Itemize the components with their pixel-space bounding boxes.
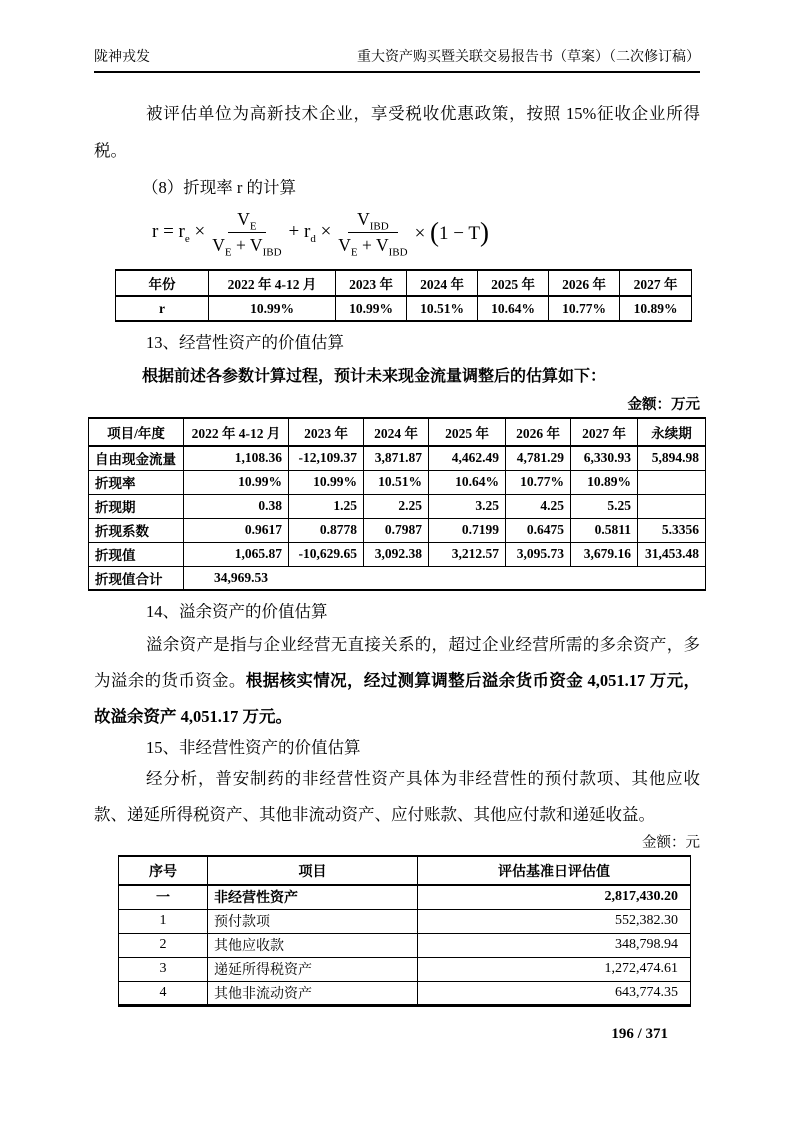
table-row xyxy=(89,470,706,494)
table-cell: 10.99% xyxy=(289,470,364,494)
table-header-row xyxy=(116,270,692,296)
table-cell: 折现值 xyxy=(89,542,184,566)
table-cell: 折现系数 xyxy=(89,518,184,542)
table-cell: 4,462.49 xyxy=(429,446,506,470)
table-row xyxy=(119,957,691,981)
table-cell: 0.9617 xyxy=(184,518,289,542)
table-cell: 5.25 xyxy=(571,494,638,518)
table-cell: 34,969.53 xyxy=(184,566,706,590)
table-cell: 10.77% xyxy=(506,470,571,494)
table-cell: 0.6475 xyxy=(506,518,571,542)
table-cell: 2.25 xyxy=(364,494,429,518)
table-row xyxy=(116,296,692,321)
header-left-text: 陇神戎发 xyxy=(94,50,150,65)
table-cell: 递延所得税资产 xyxy=(208,957,418,981)
table-cell: 3,212.57 xyxy=(429,542,506,566)
table-cell: -12,109.37 xyxy=(289,446,364,470)
table-cell: 643,774.35 xyxy=(418,981,691,1005)
page-number: 196 / 371 xyxy=(611,1026,668,1042)
surplus-text-bold: 根据核实情况，经过测算调整后溢余货币资金 4,051.17 万元，故溢余资产 4,051.17 万元。 xyxy=(94,671,701,726)
table-cell xyxy=(638,494,706,518)
table-header-row xyxy=(119,856,691,885)
table-cell: 折现值合计 xyxy=(89,566,184,590)
column-header: 2024 年 xyxy=(364,418,429,446)
table-cell: 预付款项 xyxy=(208,909,418,933)
header-right-text: 重大资产购买暨关联交易报告书（草案）（二次修订稿） xyxy=(357,50,700,65)
table-cell: -10,629.65 xyxy=(289,542,364,566)
column-header: 项目 xyxy=(208,856,418,885)
unit-label-wanyuan: 金额：万元 xyxy=(627,397,700,413)
table-cell: 折现率 xyxy=(89,470,184,494)
table-cell: 其他应收款 xyxy=(208,933,418,957)
column-header: 年份 xyxy=(116,270,209,296)
table-cell: 其他非流动资产 xyxy=(208,981,418,1005)
table-cell: 552,382.30 xyxy=(418,909,691,933)
table-row xyxy=(119,933,691,957)
table-row xyxy=(89,518,706,542)
table-cell: 折现期 xyxy=(89,494,184,518)
formula-mid: + $r_d$ × xyxy=(288,221,332,245)
table-cell: 2,817,430.20 xyxy=(418,885,691,909)
table-row xyxy=(89,446,706,470)
table-total-row xyxy=(89,566,706,590)
table-cell: 1,272,474.61 xyxy=(418,957,691,981)
table-cell: 3,679.16 xyxy=(571,542,638,566)
column-header: 2027 年 xyxy=(571,418,638,446)
table-cell xyxy=(638,470,706,494)
table-cell: 0.7199 xyxy=(429,518,506,542)
table-cell: 4.25 xyxy=(506,494,571,518)
formula-lhs: $r = r_e$ × xyxy=(152,221,206,245)
column-header: 2026 年 xyxy=(549,270,620,296)
table-cell: 10.99% xyxy=(336,296,407,321)
column-header: 评估基准日评估值 xyxy=(418,856,691,885)
table-cell: 1 xyxy=(119,909,208,933)
column-header: 2022 年 4-12 月 xyxy=(209,270,336,296)
table-cell: 10.64% xyxy=(429,470,506,494)
heading-section-13: 13、经营性资产的价值估算 xyxy=(146,333,344,352)
table-cell: 31,453.48 xyxy=(638,542,706,566)
table-cell: r xyxy=(116,296,209,321)
heading-section-15: 15、非经营性资产的价值估算 xyxy=(146,738,361,757)
table-cell: 10.51% xyxy=(364,470,429,494)
column-header: 2027 年 xyxy=(620,270,692,296)
paragraph-surplus-assets xyxy=(94,627,700,735)
table-cell: 3,871.87 xyxy=(364,446,429,470)
column-header: 项目/年度 xyxy=(89,418,184,446)
non-operating-assets-table xyxy=(118,855,691,1007)
table-cell: 一 xyxy=(119,885,208,909)
table-cell: 10.51% xyxy=(407,296,478,321)
page-header xyxy=(94,0,700,73)
discount-rate-table xyxy=(115,269,692,322)
table-cell: 1,108.36 xyxy=(184,446,289,470)
column-header: 永续期 xyxy=(638,418,706,446)
column-header: 序号 xyxy=(119,856,208,885)
table-cell: 1,065.87 xyxy=(184,542,289,566)
column-header: 2022 年 4-12 月 xyxy=(184,418,289,446)
dcf-estimation-table xyxy=(88,417,706,591)
table-cell: 4,781.29 xyxy=(506,446,571,470)
table-row xyxy=(89,494,706,518)
column-header: 2026 年 xyxy=(506,418,571,446)
column-header: 2024 年 xyxy=(407,270,478,296)
column-header: 2025 年 xyxy=(478,270,549,296)
table-cell: 2 xyxy=(119,933,208,957)
table-cell: 348,798.94 xyxy=(418,933,691,957)
table-cell: 10.99% xyxy=(209,296,336,321)
table-cell: 5,894.98 xyxy=(638,446,706,470)
table-cell: 10.89% xyxy=(620,296,692,321)
table-row xyxy=(119,885,691,909)
table-cell: 3,092.38 xyxy=(364,542,429,566)
table-cell: 0.5811 xyxy=(571,518,638,542)
table-cell: 3.25 xyxy=(429,494,506,518)
table-cell: 4 xyxy=(119,981,208,1005)
table-row xyxy=(119,909,691,933)
formula-fraction-debt: $\frac{V_{IBD}}{V_E + V_{IBD}}$ xyxy=(338,208,408,258)
table-cell: 10.64% xyxy=(478,296,549,321)
paragraph-non-operating-assets: 经分析，普安制药的非经营性资产具体为非经营性的预付款项、其他应收款、递延所得税资产、其他非流动资产、应付账款、其他应付款和递延收益。 xyxy=(94,769,700,824)
table-cell: 10.99% xyxy=(184,470,289,494)
table-row xyxy=(119,981,691,1005)
table-cell: 3,095.73 xyxy=(506,542,571,566)
heading-discount-rate-calc: （8）折现率 r 的计算 xyxy=(142,178,296,197)
table-header-row xyxy=(89,418,706,446)
heading-section-14: 14、溢余资产的价值估算 xyxy=(146,602,328,621)
table-cell: 自由现金流量 xyxy=(89,446,184,470)
table-cell: 3 xyxy=(119,957,208,981)
table-cell: 非经营性资产 xyxy=(208,885,418,909)
table-cell: 10.77% xyxy=(549,296,620,321)
table-cell: 0.38 xyxy=(184,494,289,518)
table-row xyxy=(89,542,706,566)
column-header: 2025 年 xyxy=(429,418,506,446)
discount-rate-formula xyxy=(150,205,700,259)
unit-label-yuan: 金额：元 xyxy=(642,835,700,851)
table-cell: 0.8778 xyxy=(289,518,364,542)
section-13-lead: 根据前述各参数计算过程，预计未来现金流量调整后的估算如下： xyxy=(142,368,607,385)
table-cell: 10.89% xyxy=(571,470,638,494)
surplus-text-normal: 溢余资产是指与企业经营无直接关系的，超过企业经营所需的多余资产，多为溢余的货币资金。 xyxy=(94,635,700,690)
table-cell: 1.25 xyxy=(289,494,364,518)
table-cell: 5.3356 xyxy=(638,518,706,542)
formula-fraction-equity: $\frac{V_E}{V_E + V_{IBD}}$ xyxy=(212,208,282,258)
column-header: 2023 年 xyxy=(336,270,407,296)
column-header: 2023 年 xyxy=(289,418,364,446)
table-cell: 6,330.93 xyxy=(571,446,638,470)
paragraph-tax-policy: 被评估单位为高新技术企业，享受税收优惠政策，按照 15%征收企业所得税。 xyxy=(94,104,700,160)
formula-tax-term: × (1 − T) xyxy=(414,216,490,247)
table-cell: 0.7987 xyxy=(364,518,429,542)
